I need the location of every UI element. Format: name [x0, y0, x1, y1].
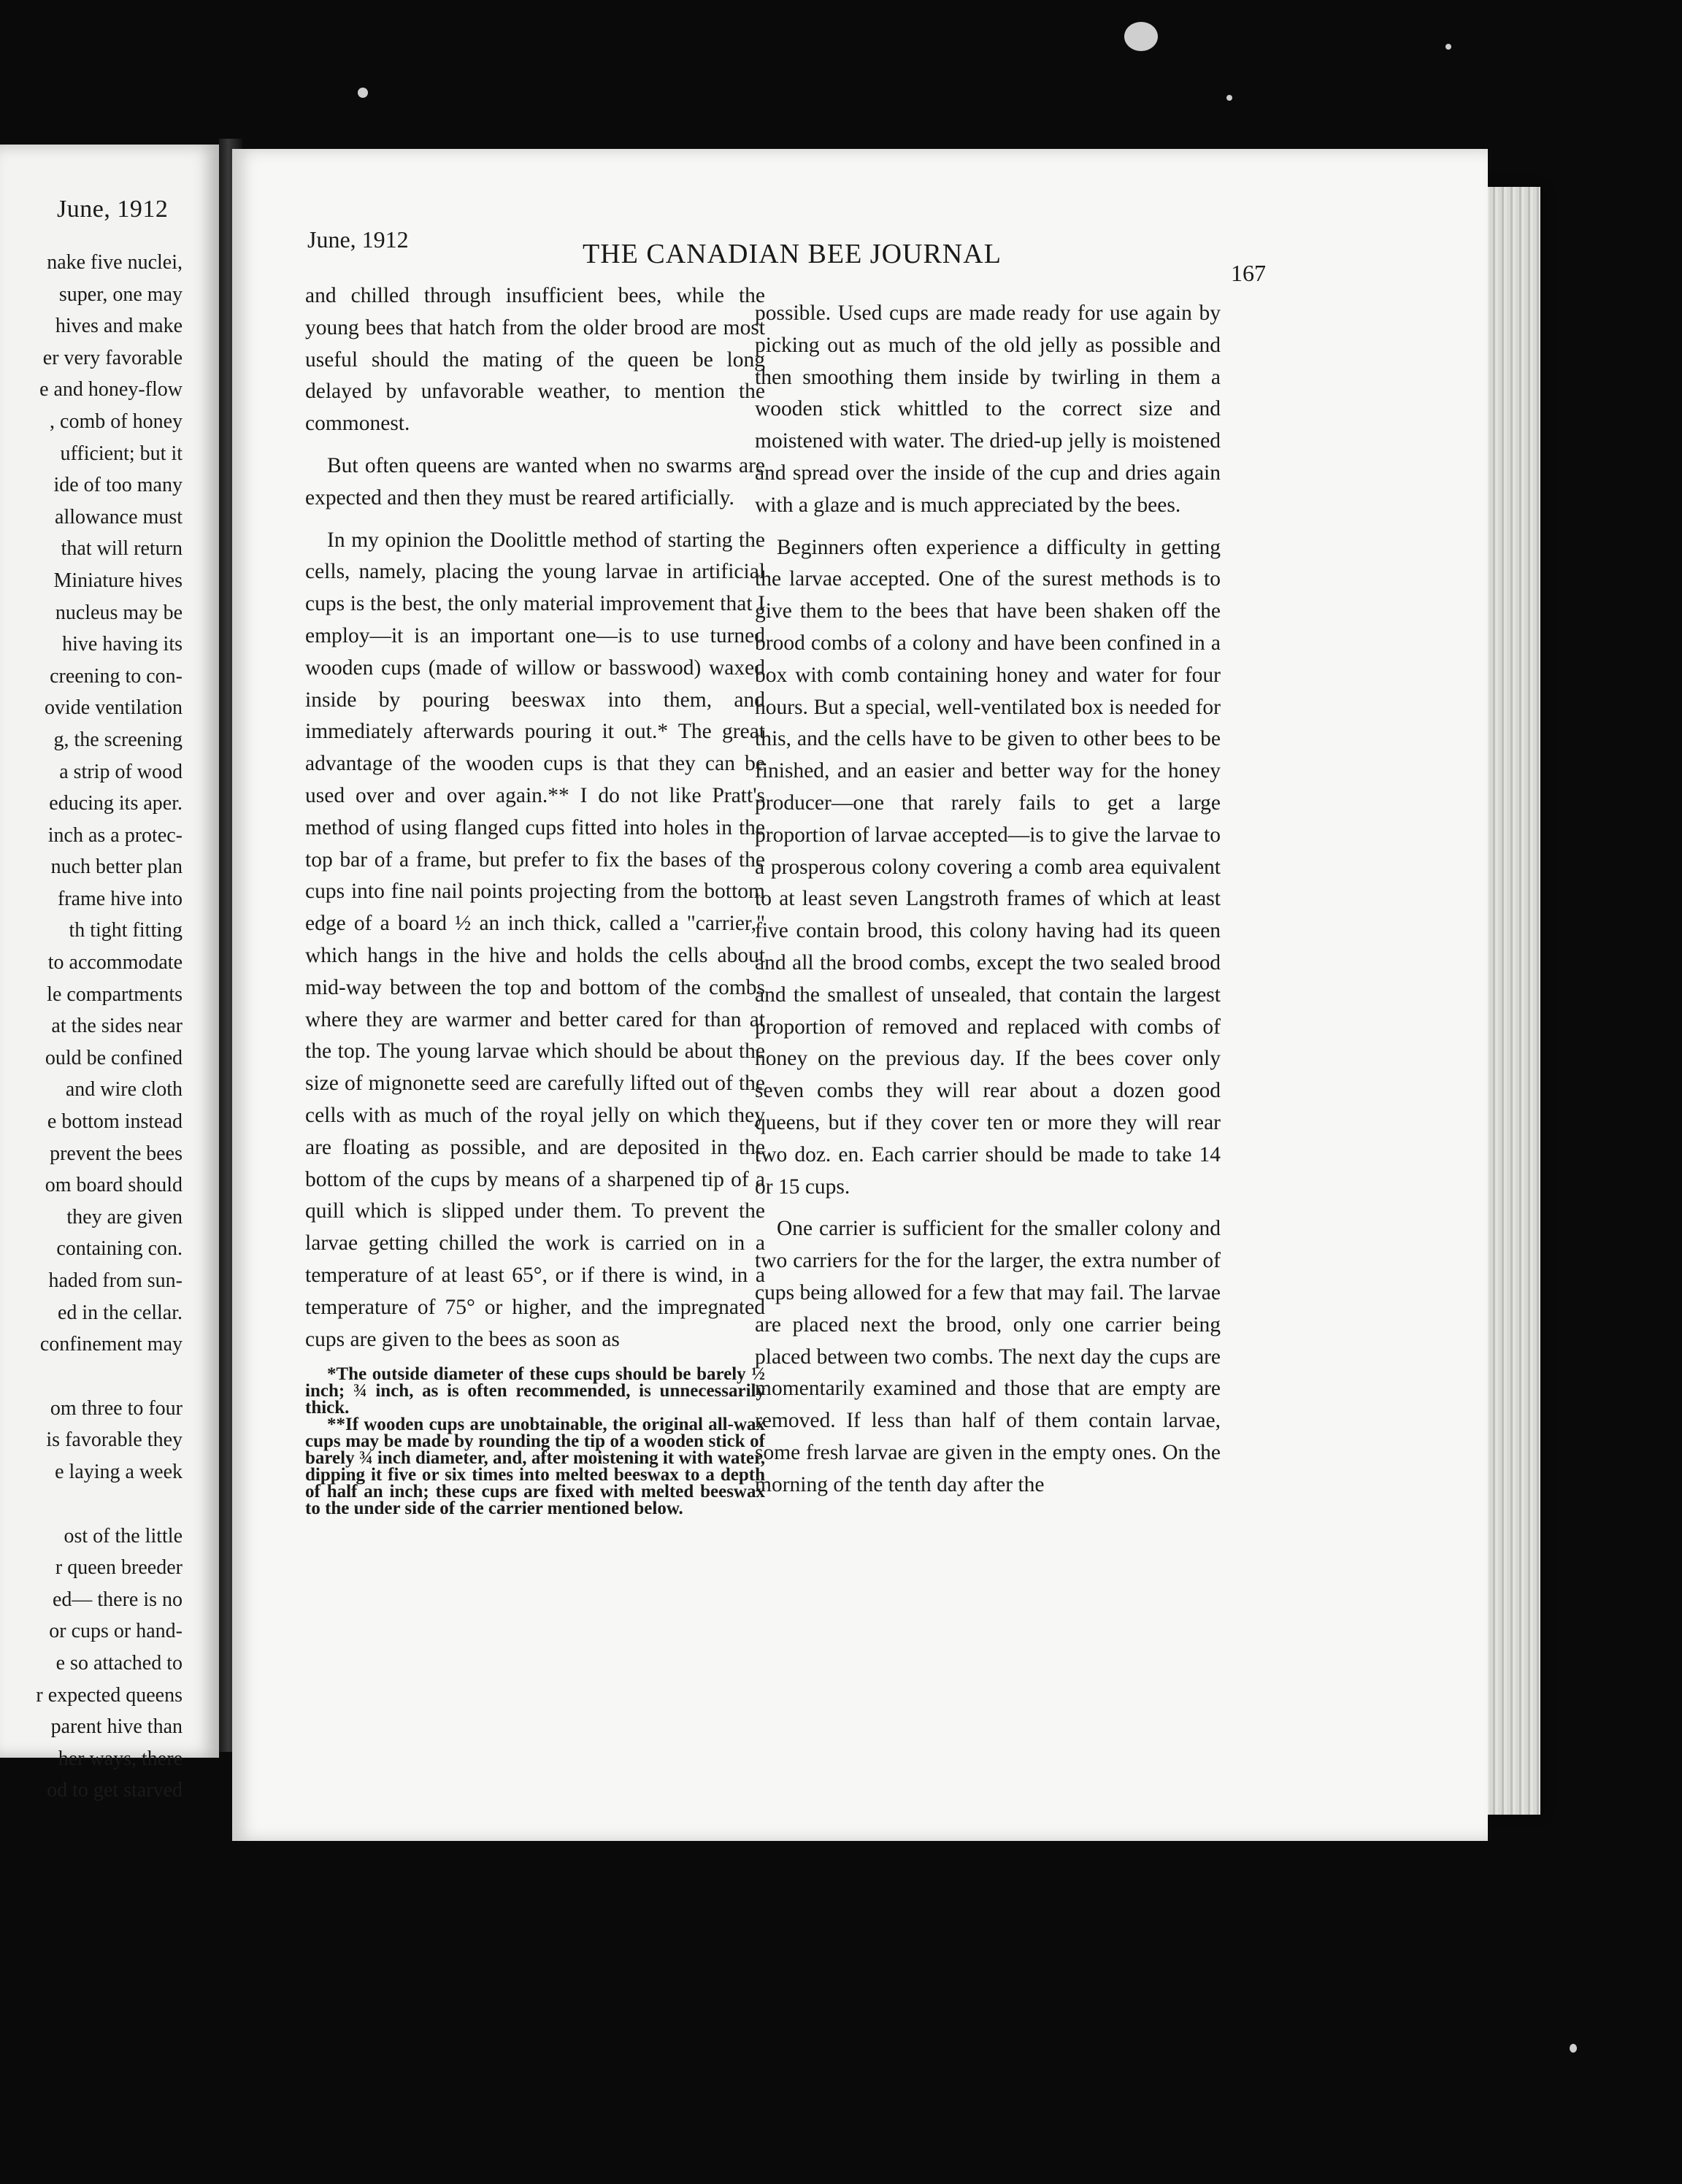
left-page-line: e and honey-flow — [39, 378, 183, 401]
left-page-line: prevent the bees — [50, 1142, 183, 1165]
left-page-line: inch as a protec- — [47, 823, 183, 847]
left-page-line: ide of too many — [53, 474, 183, 497]
left-page-line: g, the screening — [53, 728, 183, 751]
paragraph: Beginners often experience a difficulty in getting the larvae accepted. One of the surest methods is to give them to the bees that have been shaken off the brood combs of a colony and have been confined in a box with comb containing honey and water for four hours. But a special, well-ventilated box is needed for this, and the cells have to be given to other bees to be finished, and an easier and better way for the honey producer—one that rarely fails to get a large proportion of larvae accepted—is to give the larvae to a prosperous colony covering a comb area equivalent to at least seven Langstroth frames of which at least five contain brood, this colony having had its queen and all the brood combs, except the two sealed brood and the smallest of unsealed, that contain the largest proportion of removed and replaced with combs of honey on the previous day. If the bees cover only seven combs they will rear about a dozen good queens, but if they cover ten or more they will rear two doz. en. Each carrier should be made to take 14 or 15 cups. — [755, 535, 1221, 1199]
right-page — [232, 149, 1488, 1841]
left-page-line: super, one may — [58, 282, 183, 306]
running-head-date: June, 1912 — [307, 226, 409, 253]
left-page-line: educing its aper. — [49, 792, 183, 815]
dust-speck — [1445, 44, 1451, 50]
paragraph: But often queens are wanted when no swarms are expected and then they must be reared artificially. — [305, 453, 765, 510]
left-page-line: nuch better plan — [50, 855, 183, 879]
text-column-left — [305, 280, 765, 1517]
left-page-line: is favorable they — [46, 1429, 183, 1452]
left-page-line: and wire cloth — [65, 1078, 183, 1101]
left-page-line: th tight fitting — [69, 919, 183, 942]
footnote: **If wooden cups are unobtainable, the original all-wax cups may be made by rounding the tip of a wooden stick of barely ¾ inch diameter, and, after moistening it with water, dipping it five or six times into melted beeswax to a depth of half an inch; these cups are fixed with melted beeswax to the under side of the carrier mentioned below. — [305, 1415, 765, 1519]
left-page-line: , comb of honey — [50, 410, 183, 433]
left-page-line: er very favorable — [42, 346, 183, 369]
footnotes — [305, 1366, 765, 1517]
left-page-line: or cups or hand- — [49, 1620, 183, 1643]
left-page-line: ed— there is no — [52, 1588, 183, 1611]
journal-title: THE CANADIAN BEE JOURNAL — [583, 239, 1002, 269]
left-page-text — [0, 247, 183, 1807]
left-page-line — [0, 1488, 183, 1520]
left-page-line: to accommodate — [47, 951, 183, 974]
dust-speck — [358, 88, 368, 98]
left-page-line: Miniature hives — [53, 569, 183, 592]
left-page-line: frame hive into — [57, 887, 183, 910]
page-number: 167 — [1231, 260, 1266, 286]
left-page-line: confinement may — [39, 1333, 183, 1356]
text-column-right — [755, 298, 1221, 1511]
left-page-line: at the sides near — [51, 1015, 183, 1038]
left-page-line: r queen breeder — [55, 1556, 183, 1580]
left-page-line: r expected queens — [36, 1683, 183, 1707]
dust-speck — [1124, 22, 1158, 51]
left-page-line: nake five nuclei, — [47, 251, 183, 274]
left-page-line: containing con. — [56, 1237, 183, 1261]
left-page-line: ufficient; but it — [60, 442, 183, 465]
paragraph: In my opinion the Doolittle method of starting the cells, namely, placing the young larvae in artificial cups is the best, the only material improvement that I employ—it is an important one—is to use turned wooden cups (made of willow or basswood) waxed inside by pouring beeswax into them, and immediately afterwards pouring it out.* The great advantage of the wooden cups is that they can be used over and over again.** I do not like Pratt's method of using flanged cups fitted into holes in the top bar of a frame, but prefer to fix the bases of the cups into fine nail points projecting from the bottom edge of a board ½ an inch thick, called a "carrier," which hangs in the hive and holds the cells about mid-way between the top and bottom of the combs where they are warmer and better cared for than at the top. The young larvae which should be about the size of mignonette seed are carefully lifted out of the cells with as much of the royal jelly on which they are floating as possible, and are deposited in the bottom of the cups by means of a sharpened tip of a quill which is slipped under them. To prevent the larvae getting chilled the work is carried on in a temperature of at least 65°, or if there is wind, in a temperature of 75° or higher, and the impregnated cups are given to the bees as soon as — [305, 528, 765, 1351]
left-page-header: June, 1912 — [57, 196, 169, 223]
paragraph: and chilled through insufficient bees, while the young bees that hatch from the older brood are most useful should the mating of the queen be long delayed by unfavorable weather, to mention the commonest. — [305, 284, 765, 436]
left-page-line: ed in the cellar. — [57, 1301, 183, 1324]
dust-speck — [1226, 95, 1232, 101]
left-page-line: parent hive than — [50, 1715, 183, 1739]
left-page-line: creening to con- — [50, 664, 183, 688]
left-page-line: om three to four — [50, 1396, 183, 1420]
left-page-line — [0, 1361, 183, 1393]
left-page-line: ovide ventilation — [45, 696, 183, 720]
left-page-line: e laying a week — [55, 1460, 183, 1483]
left-page-line: ould be confined — [45, 1046, 183, 1069]
left-page-line: le compartments — [47, 983, 183, 1006]
left-page-line: they are given — [66, 1205, 183, 1228]
paragraph: possible. Used cups are made ready for use again by picking out as much of the old jelly as possible and then smoothing them inside by twirling in them a wooden stick whittled to the correct size and moistened with water. The dried-up jelly is moistened and spread over the inside of the cup and dries again with a glaze and is much appreciated by the bees. — [755, 301, 1221, 517]
footnote: *The outside diameter of these cups should be barely ½ inch; ¾ inch, as is often recommended, is unnecessarily thick. — [305, 1364, 765, 1418]
left-page-line: e bottom instead — [47, 1110, 183, 1134]
left-page-line: haded from sun- — [48, 1269, 183, 1292]
left-page-line: a strip of wood — [59, 760, 183, 783]
left-page-line: om board should — [45, 1174, 183, 1197]
left-page-line: od to get starved — [47, 1779, 183, 1802]
left-page-line: nucleus may be — [55, 601, 183, 624]
left-page-line: that will return — [61, 537, 183, 561]
dust-speck — [1570, 2044, 1577, 2053]
left-page-line: hive having its — [62, 633, 183, 656]
left-page-line: hives and make — [55, 315, 183, 338]
left-page-line: her ways, there — [58, 1747, 183, 1770]
left-page-line: ost of the little — [64, 1524, 183, 1547]
paragraph: One carrier is sufficient for the smaller colony and two carriers for the for the larger, the extra number of cups being allowed for a few that may fail. The larvae are placed next the brood, only one carrier being placed between two combs. The next day the cups are momentarily examined and those that are empty are removed. If less than half of them contain larvae, some fresh larvae are given in the empty ones. On the morning of the tenth day after the — [755, 1217, 1221, 1496]
left-page — [0, 145, 219, 1802]
left-page-line: allowance must — [55, 505, 183, 528]
left-page-line: e so attached to — [55, 1651, 183, 1674]
